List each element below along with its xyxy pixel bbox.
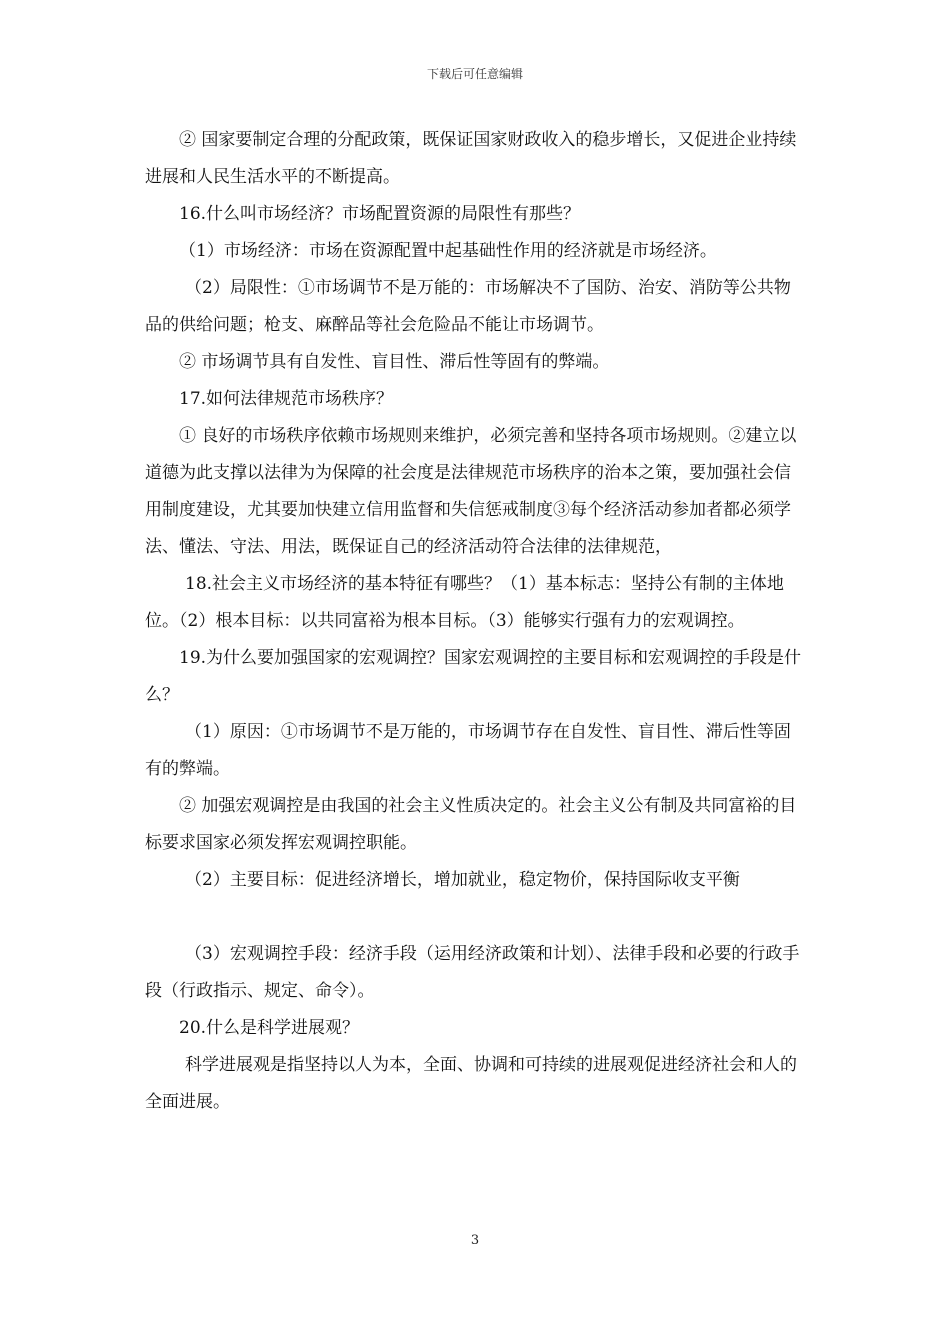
page-number: 3 <box>470 1233 480 1248</box>
blank-line <box>145 899 807 936</box>
question-heading: 18.社会主义市场经济的基本特征有哪些？（1）基本标志：坚持公有制的主体地位。（2）根本目标：以共同富裕为根本目标。（3）能够实行强有力的宏观调控。 <box>145 574 784 631</box>
document-body <box>145 122 807 1121</box>
question-heading: 19.为什么要加强国家的宏观调控？国家宏观调控的主要目标和宏观调控的手段是什么？ <box>145 648 802 705</box>
paragraph: 科学进展观是指坚持以人为本，全面、协调和可持续的进展观促进经济社会和人的全面进展。 <box>145 1055 797 1112</box>
paragraph: （2）局限性：①市场调节不是万能的：市场解决不了国防、治安、消防等公共物品的供给问题；枪支、麻醉品等社会危险品不能让市场调节。 <box>145 278 791 335</box>
paragraph: （2）主要目标：促进经济增长，增加就业，稳定物价，保持国际收支平衡 <box>185 870 740 890</box>
question-heading: 16.什么叫市场经济？市场配置资源的局限性有那些？ <box>179 204 581 224</box>
paragraph: ② 国家要制定合理的分配政策，既保证国家财政收入的稳步增长，又促进企业持续进展和人民生活水平的不断提高。 <box>145 130 797 187</box>
question-heading: 17.如何法律规范市场秩序？ <box>179 389 394 409</box>
paragraph: ① 良好的市场秩序依赖市场规则来维护，必须完善和坚持各项市场规则。②建立以道德为此支撑以法律为为保障的社会度是法律规范市场秩序的治本之策，要加强社会信用制度建设，尤其要加快建立信用监督和失信惩戒制度③每个经济活动参加者都必须学法、懂法、守法、用法，既保证自己的经济活动符合法律的法律规范， <box>145 426 797 557</box>
paragraph: （3）宏观调控手段：经济手段（运用经济政策和计划）、法律手段和必要的行政手段（行政指示、规定、命令）。 <box>145 944 800 1001</box>
question-heading: 20.什么是科学进展观？ <box>179 1018 360 1038</box>
paragraph: （1）市场经济：市场在资源配置中起基础性作用的经济就是市场经济。 <box>179 241 717 261</box>
paragraph: （1）原因：①市场调节不是万能的，市场调节存在自发性、盲目性、滞后性等固有的弊端。 <box>145 722 791 779</box>
page-header: 下载后可任意编辑 <box>426 67 523 81</box>
paragraph: ② 加强宏观调控是由我国的社会主义性质决定的。社会主义公有制及共同富裕的目标要求国家必须发挥宏观调控职能。 <box>145 796 797 853</box>
paragraph: ② 市场调节具有自发性、盲目性、滞后性等固有的弊端。 <box>179 352 610 372</box>
